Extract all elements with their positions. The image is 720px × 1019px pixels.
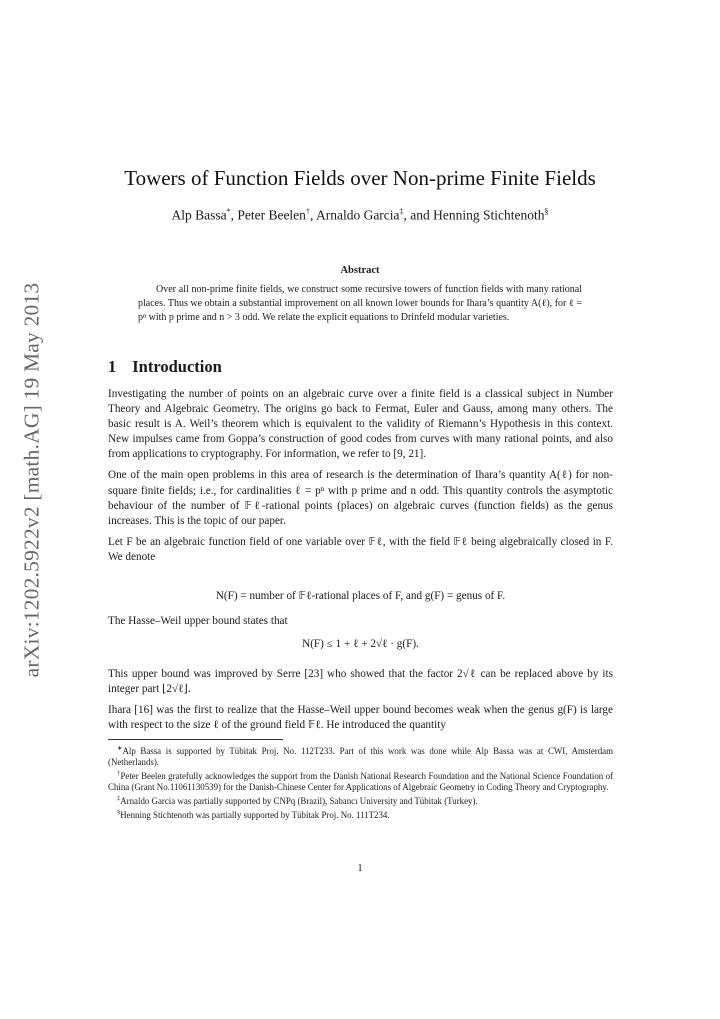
intro-paragraphs-2 — [108, 667, 613, 739]
footnote — [108, 743, 613, 768]
equation-hasse-weil-bound: N(F) ≤ 1 + ℓ + 2√ℓ · g(F). — [302, 638, 419, 650]
author-name: and Henning Stichtenoth — [410, 207, 545, 223]
abstract-heading: Abstract — [340, 265, 380, 276]
paragraph: Investigating the number of points on an algebraic curve over a finite field is a classical subject in Number Theory and Algebraic Geometry. The origins go back to Fermat, Euler and Gauss, among many others. The basic result is A. Weil’s theorem which is equivalent to the validity of Riemann’s Hypothesis in this context. New impulses came from Goppa’s construction of good codes from curves with many rational points, and also from applications to cryptography. For information, we refer to [9, 21]. — [108, 388, 613, 461]
author-footnote-mark: § — [544, 207, 549, 216]
paragraph-hasse-weil — [108, 614, 613, 635]
footnote-mark: ‡ — [117, 795, 121, 803]
paragraph: The Hasse–Weil upper bound states that — [108, 615, 288, 627]
section-title: Introduction — [132, 357, 222, 376]
footnote-rule — [108, 739, 283, 740]
paragraph: This upper bound was improved by Serre [23] who showed that the factor 2√ℓ can be replaced above by its integer part ⌊2√ℓ⌋. — [108, 668, 613, 696]
author-name: Arnaldo Garcia — [315, 207, 400, 223]
arxiv-sidebar-stamp — [2, 270, 62, 690]
footnote-mark: † — [117, 770, 121, 778]
arxiv-identifier: arXiv:1202.5922v2 [math.AG] 19 May 2013 — [19, 282, 44, 678]
footnote-mark: § — [117, 809, 121, 817]
page-number: 1 — [357, 862, 363, 874]
footnote — [108, 807, 613, 821]
author-name: Peter Beelen — [237, 207, 306, 223]
author-footnote-mark: ‡ — [399, 207, 404, 216]
footnote — [108, 793, 613, 807]
footnote-mark: ∗ — [117, 745, 123, 752]
section-heading — [108, 357, 222, 377]
paragraph: One of the main open problems in this area of research is the determination of Ihara’s quantity A(ℓ) for non-square finite fields; i.e., for cardinalities ℓ = pⁿ with p prime and n odd. This quantity controls the asymptotic behaviour of the number of 𝔽ℓ-rational points (places) on algebraic curves (function fields) as the genus increases. This is the topic of our paper. — [108, 469, 613, 527]
footnote — [108, 768, 613, 793]
footnote-text: Henning Stichtenoth was partially supported by Tübitak Proj. No. 111T234. — [120, 810, 390, 821]
equation-definition: N(F) = number of 𝔽ℓ-rational places of F, and g(F) = genus of F. — [215, 590, 506, 602]
author-footnote-mark: † — [305, 207, 310, 216]
author-list: Alp Bassa*, Peter Beelen†, Arnaldo Garcia‡, and Henning Stichtenoth§ — [171, 207, 549, 223]
footnote-text: Arnaldo Garcia was partially supported by CNPq (Brazil), Sabancı University and Tübitak (Turkey). — [120, 796, 478, 807]
footnotes — [108, 743, 613, 821]
paper-title: Towers of Function Fields over Non-prime Finite Fields — [124, 166, 596, 190]
author-name: Alp Bassa — [171, 207, 227, 223]
footnote-text: Alp Bassa is supported by Tübitak Proj. No. 112T233. Part of this work was done while Alp Bassa was at CWI, Amsterdam (Netherlands). — [108, 745, 613, 768]
footnote-text: Peter Beelen gratefully acknowledges the support from the Danish National Research Foundation and the National Science Foundation of China (Grant No.11061130539) for the Danish-Chinese Center for Applications of Algebraic Geometry in Coding Theory and Cryptography. — [108, 771, 613, 793]
paragraph: Ihara [16] was the first to realize that the Hasse–Weil upper bound becomes weak when the genus g(F) is large with respect to the size ℓ of the ground field 𝔽ℓ. He introduced the quantity — [108, 704, 613, 732]
paragraph: Let F be an algebraic function field of one variable over 𝔽ℓ, with the field 𝔽ℓ being algebraically closed in F. We denote — [108, 535, 613, 563]
intro-paragraphs-1 — [108, 387, 613, 571]
author-footnote-mark: * — [226, 207, 231, 216]
section-number: 1 — [108, 357, 117, 376]
abstract-text: Over all non-prime finite fields, we construct some recursive towers of function fields with many rational places. Thus we obtain a substantial improvement on all known lower bounds for Ihara’s quantity A(ℓ), for ℓ = pⁿ with p prime and n > 3 odd. We relate the explicit equations to Drinfeld modular varieties. — [138, 284, 582, 324]
